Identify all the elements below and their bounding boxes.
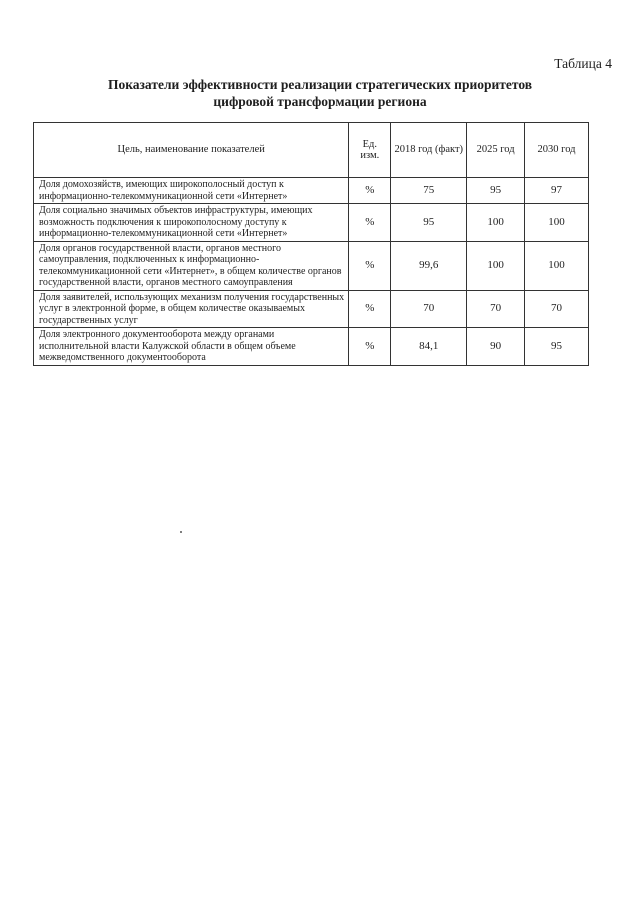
indicator-unit: % xyxy=(349,204,391,242)
indicator-name: Доля социально значимых объектов инфраструктуры, имеющих возможность подключения к широкополосному доступу к информационно-телекоммуникационной сети «Интернет» xyxy=(34,204,349,242)
table-row xyxy=(34,328,589,366)
header-2030: 2030 год xyxy=(525,123,589,178)
header-name: Цель, наименование показателей xyxy=(34,123,349,178)
table-row xyxy=(34,290,589,328)
value-2025: 90 xyxy=(467,328,525,366)
document-title xyxy=(80,76,560,110)
value-2018: 84,1 xyxy=(391,328,467,366)
header-unit: Ед. изм. xyxy=(349,123,391,178)
value-2030: 70 xyxy=(525,290,589,328)
value-2018: 99,6 xyxy=(391,241,467,290)
scan-speck xyxy=(180,531,182,533)
value-2025: 100 xyxy=(467,241,525,290)
indicator-unit: % xyxy=(349,328,391,366)
header-2018: 2018 год (факт) xyxy=(391,123,467,178)
value-2030: 95 xyxy=(525,328,589,366)
indicator-name: Доля домохозяйств, имеющих широкополосный доступ к информационно-телекоммуникационной сети «Интернет» xyxy=(34,178,349,204)
value-2030: 100 xyxy=(525,241,589,290)
table-number-label: Таблица 4 xyxy=(554,56,612,71)
value-2030: 100 xyxy=(525,204,589,242)
indicator-name: Доля органов государственной власти, органов местного самоуправления, подключенных к информационно-телекоммуникационной сети «Интернет», в общем количестве органов государственной власти, органов местного самоуправления xyxy=(34,241,349,290)
table-header-row xyxy=(34,123,589,178)
value-2018: 95 xyxy=(391,204,467,242)
value-2018: 70 xyxy=(391,290,467,328)
indicator-name: Доля электронного документооборота между органами исполнительной власти Калужской области в общем объеме межведомственного документооборота xyxy=(34,328,349,366)
indicator-name: Доля заявителей, использующих механизм получения государственных услуг в электронной форме, в общем количестве оказываемых государственных услуг xyxy=(34,290,349,328)
indicators-table xyxy=(33,122,589,366)
table-row xyxy=(34,178,589,204)
value-2025: 95 xyxy=(467,178,525,204)
title-line-2: цифровой трансформации региона xyxy=(213,94,427,109)
value-2018: 75 xyxy=(391,178,467,204)
value-2030: 97 xyxy=(525,178,589,204)
indicator-unit: % xyxy=(349,178,391,204)
value-2025: 100 xyxy=(467,204,525,242)
title-line-1: Показатели эффективности реализации стратегических приоритетов xyxy=(107,77,533,92)
header-2025: 2025 год xyxy=(467,123,525,178)
indicator-unit: % xyxy=(349,241,391,290)
value-2025: 70 xyxy=(467,290,525,328)
table-row xyxy=(34,241,589,290)
table-row xyxy=(34,204,589,242)
indicator-unit: % xyxy=(349,290,391,328)
